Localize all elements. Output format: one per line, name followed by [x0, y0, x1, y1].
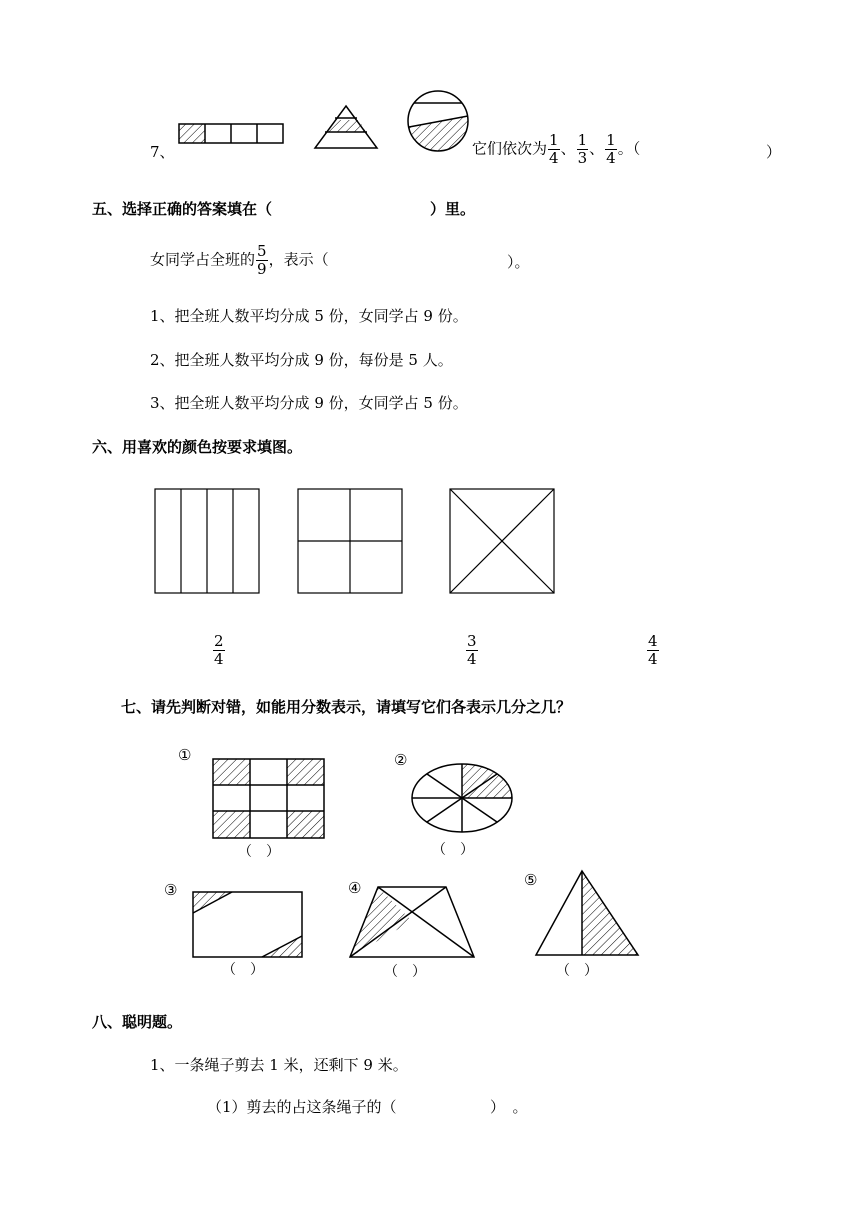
section5-prompt-close: ）。 — [507, 253, 530, 271]
section8-question-1: 1、一条绳子剪去 1 米，还剩下 9 米。 — [150, 1056, 408, 1074]
section7-answer-2: （ ） — [432, 842, 474, 858]
section8-question-1-sub-end: ） 。 — [490, 1098, 528, 1116]
q7-fraction-3: $\frac{1}{4}$ — [606, 131, 616, 167]
section7-answer-1: （ ） — [238, 844, 280, 860]
section7-label-1: ① — [178, 746, 192, 764]
section6-quarters-figure — [297, 488, 403, 594]
section6-strips-figure — [154, 488, 260, 594]
section5-option-3: 3、把全班人数平均分成 9 份，女同学占 5 份。 — [150, 394, 468, 412]
section6-diagonals-figure — [449, 488, 555, 594]
section7-answer-3: （ ） — [222, 962, 264, 978]
section7-label-5: ⑤ — [524, 871, 538, 889]
section7-answer-5: （ ） — [556, 963, 598, 979]
section7-title: 七、请先判断对错，如能用分数表示，请填写它们各表示几分之几？ — [121, 698, 572, 716]
section8-question-1-sub: （1）剪去的占这条绳子的（ — [207, 1098, 397, 1116]
q7-answer-close: ） — [766, 143, 782, 161]
q7-strip-figure — [178, 123, 286, 145]
section6-title: 六、用喜欢的颜色按要求填图。 — [92, 438, 303, 456]
q7-circle-figure — [406, 89, 470, 153]
section7-label-3: ③ — [164, 881, 178, 899]
section5-option-1: 1、把全班人数平均分成 5 份，女同学占 9 份。 — [150, 307, 468, 325]
section7-grid-figure — [212, 758, 326, 840]
section5-fraction: $\frac{5}{9}$ — [257, 242, 267, 278]
section7-answer-4: （ ） — [384, 964, 426, 980]
section5-title-end: ）里。 — [430, 200, 476, 218]
section7-label-2: ② — [394, 751, 408, 769]
section6-fraction-1: $\frac{2}{4}$ — [214, 632, 224, 668]
section7-label-4: ④ — [348, 879, 362, 897]
q7-fraction-2: $\frac{1}{3}$ — [577, 131, 588, 167]
section5-prompt: 女同学占全班的 $\frac{5}{9}$ ，表示（ — [150, 242, 329, 278]
q7-fraction-1: $\frac{1}{4}$ — [549, 131, 559, 167]
q7-number: 7、 — [150, 143, 175, 161]
q7-triangle-figure — [313, 105, 379, 150]
section5-title-start: 五、选择正确的答案填在（ — [92, 200, 273, 218]
section7-trapezoid-figure — [348, 885, 476, 959]
q7-statement: 它们依次为 $\frac{1}{4}$ 、 $\frac{1}{3}$ 、 $\frac{1}{4}$ 。（ — [472, 131, 641, 167]
section6-fraction-2: $\frac{3}{4}$ — [467, 632, 477, 668]
section7-ellipse-figure — [410, 762, 514, 834]
section7-rectangle-figure — [192, 891, 304, 959]
section8-title: 八、聪明题。 — [92, 1013, 183, 1031]
section7-triangle-figure — [534, 869, 640, 957]
section6-fraction-3: $\frac{4}{4}$ — [648, 632, 658, 668]
section5-option-2: 2、把全班人数平均分成 9 份，每份是 5 人。 — [150, 351, 453, 369]
